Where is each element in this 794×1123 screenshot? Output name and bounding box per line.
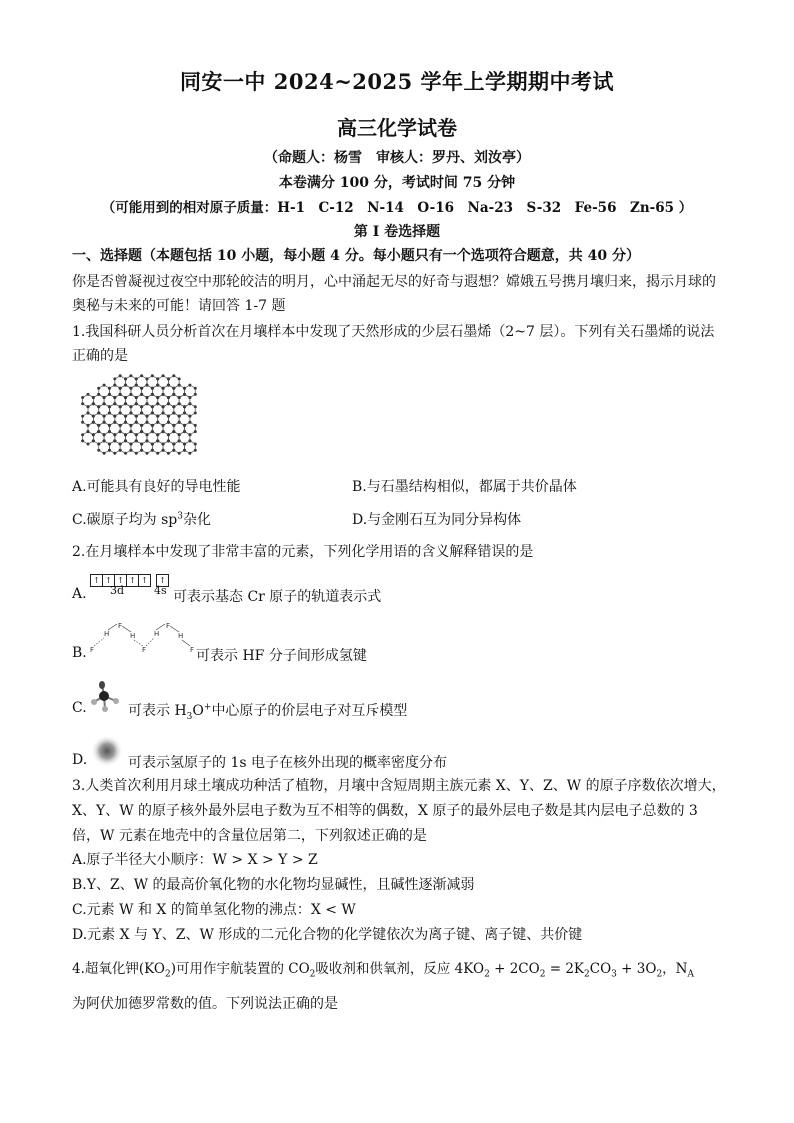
q3-stem-line-1: 3.人类首次利用月球土壤成功种活了植物，月壤中含短周期主族元素 X、Y、Z、W 的原子序数依次增大，	[72, 778, 726, 794]
svg-text:F: F	[166, 622, 171, 630]
q1-option-b: B.与石墨结构相似，都属于共价晶体	[352, 479, 577, 495]
q2-stem: 2.在月壤样本中发现了非常丰富的元素，下列化学用语的含义解释错误的是	[72, 544, 534, 560]
graphene-structure-image	[74, 372, 224, 468]
exam-authors: （命题人：杨雪 审核人：罗丹、刘汝亭）	[264, 150, 530, 166]
orbital-4s-label: 4s	[154, 584, 167, 597]
q2-option-a-text: 可表示基态 Cr 原子的轨道表示式	[173, 589, 382, 605]
part1-heading: 一、选择题（本题包括 10 小题，每小题 4 分。每小题只有一个选项符合题意，共 40 分）	[72, 248, 640, 264]
q3-stem-line-3: 倍，W 元素在地壳中的含量位居第二，下列叙述正确的是	[72, 828, 427, 844]
q1-option-a: A.可能具有良好的导电性能	[72, 479, 241, 495]
q3-option-b: B.Y、Z、W 的最高价氧化物的水化物均显碱性，且碱性逐渐减弱	[72, 877, 475, 893]
intro-line-1: 你是否曾凝视过夜空中那轮皎洁的明月，心中涌起无尽的好奇与遐想？嫦娥五号携月壤归来，揭示月球的	[72, 274, 716, 290]
orbital-3d-label: 3d	[110, 584, 125, 597]
atomic-masses: （可能用到的相对原子质量：H-1 C-12 N-14 O-16 Na-23 S-32 Fe-56 Zn-65 ）	[101, 200, 693, 216]
svg-text:F: F	[118, 622, 123, 630]
svg-text:H: H	[104, 630, 110, 638]
svg-text:H: H	[178, 632, 184, 640]
q1-stem-line-2: 正确的是	[72, 348, 128, 364]
q2-option-c-text: 可表示 $H_3O^+$中心原子的价层电子对互斥模型	[128, 702, 408, 722]
electron-cloud-image	[90, 734, 124, 768]
q2-option-d-text: 可表示氢原子的 1s 电子在核外出现的概率密度分布	[128, 755, 447, 771]
q4-stem-line-2: 为阿伏加德罗常数的值。下列说法正确的是	[72, 996, 338, 1012]
exam-title: 同安一中 2024~2025 学年上学期期中考试	[179, 69, 615, 94]
q1-option-c: C.碳原子均为 $sp^3$杂化	[72, 511, 211, 528]
q2-option-c-label: C.	[72, 700, 87, 716]
hf-hydrogen-bond-diagram	[86, 616, 198, 660]
exam-score-time: 本卷满分 100 分，考试时间 75 分钟	[278, 175, 516, 191]
q3-stem-line-2: X、Y、W 的原子核外最外层电子数为互不相等的偶数，X 原子的最外层电子数是其内层电子总数的 3	[72, 803, 698, 819]
q2-option-b-text: 可表示 HF 分子间形成氢键	[196, 648, 367, 664]
svg-text:F: F	[190, 646, 195, 654]
q3-option-d: D.元素 X 与 Y、Z、W 形成的二元化合物的化学键依次为离子键、离子键、共价键	[72, 927, 583, 943]
q3-option-c: C.元素 W 和 X 的简单氢化物的沸点：X < W	[72, 902, 356, 918]
vsepr-model-image	[88, 680, 122, 714]
q2-option-b-label: B.	[72, 645, 87, 661]
q2-option-a-label: A.	[72, 586, 87, 602]
q1-stem-line-1: 1.我国科研人员分析首次在月壤样本中发现了天然形成的少层石墨烯（2~7 层）。下列有关石墨烯的说法	[72, 324, 715, 340]
orbital-diagram: ↑ ↑ ↑ ↑ ↑ ↑ 3d 4s	[90, 568, 172, 600]
section-title: 第 I 卷选择题	[353, 224, 441, 240]
svg-text:H: H	[154, 630, 160, 638]
q4-stem-line-1: 4.超氧化钾$(KO_2)$可用作宇航装置的 $CO_2$吸收剂和供氧剂，反应 $4KO_2 + 2CO_2 = 2K_2CO_3 + 3O_2$，$N_A$	[72, 961, 694, 980]
svg-text:H: H	[130, 632, 136, 640]
q2-option-d-label: D.	[72, 752, 88, 768]
q3-option-a: A.原子半径大小顺序：W > X > Y > Z	[72, 852, 318, 868]
exam-subtitle: 高三化学试卷	[337, 116, 457, 140]
q1-option-d: D.与金刚石互为同分异构体	[352, 512, 522, 528]
svg-text:F: F	[90, 646, 95, 654]
svg-text:F: F	[142, 646, 147, 654]
intro-line-2: 奥秘与未来的可能！请回答 1-7 题	[72, 298, 286, 314]
